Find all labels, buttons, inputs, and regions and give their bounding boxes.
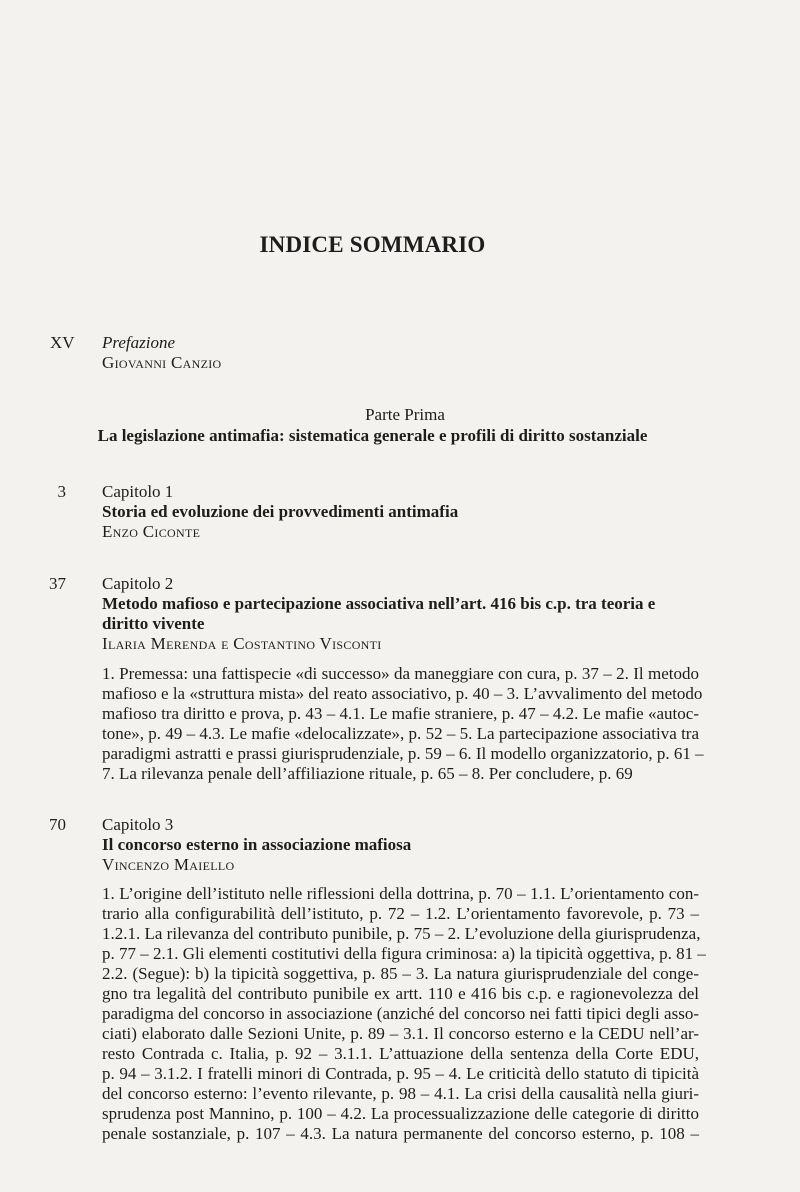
summary-line: del concorso esterno: l’evento rilevante, p. 98 – 4.1. La crisi della causalità nella giuri- [102, 1084, 699, 1103]
chapter-body [102, 815, 700, 875]
chapter-summary [102, 664, 704, 784]
chapter-title-line: diritto vivente [102, 614, 205, 633]
page-title: INDICE SOMMARIO [259, 232, 486, 257]
summary-line: p. 77 – 2.1. Gli elementi costitutivi della figura criminosa: a) la tipicità oggettiva, p. 81 – [102, 944, 706, 963]
chapter-label: Capitolo 2 [102, 574, 174, 593]
chapter-page-number: 70 [49, 815, 66, 834]
summary-line: 1.2.1. La rilevanza del contributo punibile, p. 75 – 2. L’evoluzione della giurisprudenza, [102, 924, 701, 943]
part-heading [0, 404, 800, 446]
summary-line: p. 94 – 3.1.2. I fratelli minori di Contrada, p. 95 – 4. Le criticità dello statuto di tipicità [102, 1064, 699, 1083]
preface-label: Prefazione [102, 333, 176, 352]
summary-line: resto Contrada c. Italia, p. 92 – 3.1.1. L’attuazione della sentenza della Corte EDU, [102, 1044, 699, 1063]
summary-line: gno tra legalità del contributo punibile ex artt. 110 e 416 bis c.p. e ragionevolezza del [102, 984, 699, 1003]
summary-line: ciati) elaborato dalle Sezioni Unite, p. 89 – 3.1. Il concorso esterno e la CEDU nell’ar- [102, 1024, 699, 1043]
summary-line: mafioso tra diritto e prova, p. 43 – 4.1. Le mafie straniere, p. 47 – 4.2. Le mafie «autoc- [102, 704, 699, 723]
summary-line: sprudenza post Mannino, p. 100 – 4.2. La processualizzazione delle categorie di diritto [102, 1104, 699, 1123]
summary-line: 7. La rilevanza penale dell’affiliazione rituale, p. 65 – 8. Per concludere, p. 69 [102, 764, 633, 783]
preface-page-number: XV [50, 333, 75, 352]
summary-line: trario alla configurabilità dell’istituto, p. 72 – 1.2. L’orientamento favorevole, p. 73 – [102, 904, 699, 923]
summary-line: 1. L’origine dell’istituto nelle riflessioni della dottrina, p. 70 – 1.1. L’orientamento con- [102, 884, 699, 903]
summary-line: 2.2. (Segue): b) la tipicità soggettiva, p. 85 – 3. La natura giurisprudenziale del conge- [102, 964, 699, 983]
summary-line: tone», p. 49 – 4.3. Le mafie «delocalizzate», p. 52 – 5. La partecipazione associativa tra [102, 724, 699, 743]
chapter-page-number: 37 [49, 574, 66, 593]
chapter-label: Capitolo 3 [102, 815, 174, 834]
summary-line: paradigmi astratti e prassi giurisprudenziale, p. 59 – 6. Il modello organizzatorio, p. 61 – [102, 744, 704, 763]
chapter-label: Capitolo 1 [102, 482, 174, 501]
chapter-authors: Enzo Ciconte [102, 522, 201, 541]
chapter-summary [102, 884, 706, 1144]
summary-line: paradigma del concorso in associazione (anziché del concorso nei fatti tipici degli asso- [102, 1004, 699, 1023]
chapter-authors: Vincenzo Maiello [102, 855, 235, 874]
chapter-title: Storia ed evoluzione dei provvedimenti antimafia [102, 502, 459, 521]
chapter-page-number: 3 [57, 482, 66, 501]
chapter-title-line: Metodo mafioso e partecipazione associativa nell’art. 416 bis c.p. tra teoria e [102, 594, 656, 613]
preface-author: Giovanni Canzio [102, 353, 222, 372]
chapter-authors: Ilaria Merenda e Costantino Visconti [102, 634, 382, 653]
summary-line: 1. Premessa: una fattispecie «di successo» da maneggiare con cura, p. 37 – 2. Il metodo [102, 664, 699, 683]
chapter-body [102, 574, 700, 654]
chapter-body [102, 482, 700, 542]
preface-body [102, 333, 700, 373]
part-subtitle: La legislazione antimafia: sistematica generale e profili di diritto sostanziale [97, 426, 648, 445]
part-label: Parte Prima [365, 405, 445, 424]
chapter-title: Il concorso esterno in associazione mafiosa [102, 835, 412, 854]
summary-line: penale sostanziale, p. 107 – 4.3. La natura permanente del concorso esterno, p. 108 – [102, 1124, 699, 1143]
summary-line: mafioso e la «struttura mista» del reato associativo, p. 40 – 3. L’avvalimento del metodo [102, 684, 703, 703]
